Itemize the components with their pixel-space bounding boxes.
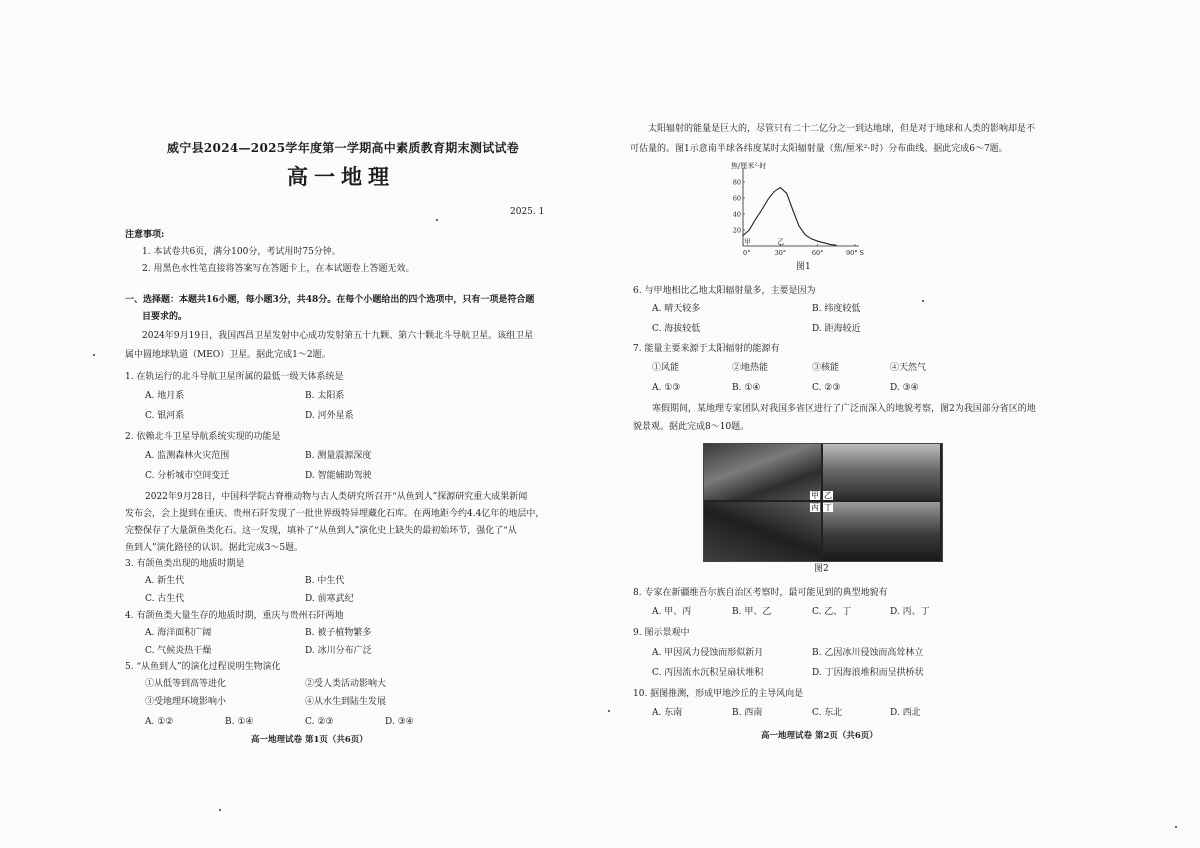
data-point bbox=[774, 191, 775, 192]
statement: ③核能 bbox=[812, 363, 840, 373]
passage-text: 鱼到人”演化路径的认识。据此完成3～5题。 bbox=[125, 543, 304, 553]
x-tick-label: 60° bbox=[811, 249, 824, 257]
passage-text: 2024年9月19日，我国西昌卫星发射中心成功发射第五十九颗、第六十颗北斗导航卫星。该组卫星 bbox=[142, 331, 534, 341]
question-stem: 8. 专家在新疆维吾尔族自治区考察时，最可能见到的典型地貌有 bbox=[633, 588, 888, 598]
option: D. ③④ bbox=[890, 383, 919, 393]
option: A. ①③ bbox=[652, 383, 681, 393]
option: D. ③④ bbox=[385, 717, 414, 727]
y-tick-label: 60 bbox=[732, 194, 741, 203]
option: C. 银河系 bbox=[145, 411, 185, 421]
photo-label-bing: 丙 bbox=[811, 503, 819, 512]
landform-photo-bing bbox=[704, 502, 821, 561]
question-stem: 7. 能量主要来源于太阳辐射的能源有 bbox=[633, 344, 780, 354]
y-tick-label: 80 bbox=[732, 178, 741, 187]
data-point bbox=[817, 241, 818, 242]
statement: ②地热能 bbox=[732, 363, 769, 373]
statement: ③受地理环境影响小 bbox=[145, 697, 227, 707]
exam-title: 威宁县2024—2025学年度第一学期高中素质教育期末测试试卷 bbox=[167, 141, 520, 155]
passage-text: 貌景观。据此完成8～10题。 bbox=[633, 422, 750, 432]
option: A. 东南 bbox=[652, 708, 683, 718]
statement: ①从低等到高等进化 bbox=[145, 679, 227, 689]
statement: ④天然气 bbox=[890, 363, 927, 373]
question-stem: 2. 依赖北斗卫星导航系统实现的功能是 bbox=[125, 432, 281, 442]
option: B. 中生代 bbox=[305, 576, 345, 586]
option: B. 测量震源深度 bbox=[305, 451, 372, 461]
page-footer: 高一地理试卷 第2页（共6页） bbox=[761, 731, 878, 741]
landform-photo-ding bbox=[823, 502, 940, 561]
option: C. 古生代 bbox=[145, 594, 185, 604]
option: A. ①② bbox=[145, 717, 174, 727]
y-axis-label: 焦/厘米²·时 bbox=[731, 162, 767, 170]
data-point bbox=[799, 226, 800, 227]
option: D. 距海较近 bbox=[812, 324, 861, 334]
scan-speck bbox=[608, 710, 610, 712]
x-tick-label: 90° S bbox=[845, 249, 865, 257]
figure-2-landforms bbox=[703, 443, 943, 562]
data-point bbox=[761, 210, 762, 211]
option: B. ①④ bbox=[732, 383, 761, 393]
exam-date: 2025. 1 bbox=[510, 207, 545, 217]
scan-speck bbox=[922, 300, 924, 302]
option: D. 西北 bbox=[890, 708, 921, 718]
option: B. ①④ bbox=[225, 717, 254, 727]
question-stem: 10. 据图推测，形成甲地沙丘的主导风向是 bbox=[633, 689, 804, 699]
scan-speck bbox=[93, 354, 95, 356]
question-stem: 4. 有颌鱼类大量生存的地质时期，重庆与贵州石阡两地 bbox=[125, 611, 344, 621]
point-label: 乙 bbox=[777, 238, 785, 246]
question-stem: 6. 与甲地相比乙地太阳辐射量多，主要是因为 bbox=[633, 286, 816, 296]
notice-heading: 注意事项: bbox=[125, 230, 165, 240]
figure-1-chart bbox=[731, 158, 901, 268]
question-stem: 5. “从鱼到人”的演化过程说明生物演化 bbox=[125, 662, 281, 672]
data-point bbox=[830, 244, 831, 245]
passage-text: 可估量的。图1示意南半球各纬度某时太阳辐射量（焦/厘米²·时）分布曲线。据此完成6～7题。 bbox=[630, 144, 1008, 154]
option: D. 前寒武纪 bbox=[305, 594, 354, 604]
data-point bbox=[792, 210, 793, 211]
passage-text: 太阳辐射的能量是巨大的，尽管只有二十二亿分之一到达地球，但是对于地球和人类的影响却是不 bbox=[648, 124, 1036, 134]
section-heading: 一、选择题：本题共16小题，每小题3分，共48分。在每个小题给出的四个选项中，只有一项是符合题 bbox=[125, 295, 535, 305]
option: C. 丙因流水沉积呈扇状堆积 bbox=[652, 668, 764, 678]
data-point bbox=[823, 242, 824, 243]
photo-label-jia: 甲 bbox=[811, 491, 819, 500]
y-tick-label: 20 bbox=[732, 226, 741, 235]
statement: ②受人类活动影响大 bbox=[305, 679, 387, 689]
option: C. 分析城市空间变迁 bbox=[145, 471, 230, 481]
option: D. 智能辅助驾驶 bbox=[305, 471, 372, 481]
option: B. 甲、乙 bbox=[732, 607, 772, 617]
section-heading: 目要求的。 bbox=[142, 312, 188, 322]
question-stem: 9. 图示景观中 bbox=[633, 628, 690, 638]
option: B. 西南 bbox=[732, 708, 763, 718]
passage-text: 2022年9月28日，中国科学院古脊椎动物与古人类研究所召开“从鱼到人”探源研究重大成果新闻 bbox=[145, 492, 528, 502]
notice-item: 2. 用黑色水性笔直接将答案写在答题卡上，在本试题卷上答题无效。 bbox=[142, 264, 415, 274]
option: C. 海拔较低 bbox=[652, 324, 701, 334]
data-point bbox=[743, 235, 744, 236]
radiation-curve bbox=[743, 188, 836, 246]
passage-text: 属中圆地球轨道（MEO）卫星。据此完成1～2题。 bbox=[125, 350, 331, 360]
data-point bbox=[836, 245, 837, 246]
axes bbox=[743, 168, 859, 246]
figure-caption: 图2 bbox=[814, 564, 829, 574]
option: B. 纬度较低 bbox=[812, 304, 861, 314]
option: C. 乙、丁 bbox=[812, 607, 852, 617]
option: D. 丁因海浪堆积而呈拱桥状 bbox=[812, 668, 924, 678]
option: C. ②③ bbox=[812, 383, 841, 393]
scan-speck bbox=[219, 809, 221, 811]
photo-label-yi: 乙 bbox=[824, 491, 832, 500]
scan-speck bbox=[1175, 826, 1177, 828]
option: B. 被子植物繁多 bbox=[305, 628, 372, 638]
option: A. 监测森林火灾范围 bbox=[145, 451, 230, 461]
landform-photo-jia bbox=[704, 444, 821, 500]
data-point bbox=[786, 193, 787, 194]
statement: ①风能 bbox=[652, 363, 680, 373]
photo-label-ding: 丁 bbox=[824, 503, 832, 512]
option: D. 河外星系 bbox=[305, 411, 354, 421]
subject-title: 高一地理 bbox=[287, 164, 395, 189]
figure-caption: 图1 bbox=[796, 262, 811, 272]
data-point bbox=[767, 199, 768, 200]
option: A. 甲、丙 bbox=[652, 607, 692, 617]
landform-photo-yi bbox=[823, 444, 940, 500]
point-label: 甲 bbox=[744, 238, 751, 246]
option: A. 新生代 bbox=[145, 576, 185, 586]
x-tick-label: 0° bbox=[743, 249, 751, 257]
data-point bbox=[811, 238, 812, 239]
passage-text: 发布会，会上提到在重庆、贵州石阡发现了一批世界级特异埋藏化石库。在两地距今约4.4亿年的地层中， bbox=[125, 509, 545, 519]
option: A. 地月系 bbox=[145, 391, 185, 401]
option: A. 晴天较多 bbox=[652, 304, 701, 314]
x-tick-label: 30° bbox=[774, 249, 787, 257]
option: A. 海洋面积广阔 bbox=[145, 628, 212, 638]
notice-item: 1. 本试卷共6页，满分100分，考试用时75分钟。 bbox=[142, 247, 341, 257]
exam-page-2 bbox=[600, 0, 1200, 848]
question-stem: 3. 有颌鱼类出现的地质时期是 bbox=[125, 559, 245, 569]
data-point bbox=[805, 234, 806, 235]
option: C. 东北 bbox=[812, 708, 843, 718]
question-stem: 1. 在轨运行的北斗导航卫星所属的最低一级天体系统是 bbox=[125, 372, 344, 382]
option: C. 气候炎热干燥 bbox=[145, 646, 212, 656]
option: B. 太阳系 bbox=[305, 391, 345, 401]
option: C. ②③ bbox=[305, 717, 334, 727]
statement: ④从水生到陆生发展 bbox=[305, 697, 387, 707]
data-point bbox=[749, 230, 750, 231]
data-point bbox=[780, 187, 781, 188]
option: A. 甲因风力侵蚀而形似新月 bbox=[652, 648, 764, 658]
y-tick-label: 40 bbox=[732, 210, 741, 219]
option: B. 乙因冰川侵蚀而高耸林立 bbox=[812, 648, 924, 658]
passage-text: 寒假期间，某地理专家团队对我国多省区进行了广泛而深入的地貌考察，图2为我国部分省区的地 bbox=[652, 404, 1036, 414]
passage-text: 完整保存了大量颌鱼类化石。这一发现，填补了“从鱼到人”演化史上缺失的最初始环节，强化了“从 bbox=[125, 526, 517, 536]
option: D. 丙、丁 bbox=[890, 607, 930, 617]
option: D. 冰川分布广泛 bbox=[305, 646, 372, 656]
scan-speck bbox=[436, 219, 438, 221]
data-point bbox=[755, 219, 756, 220]
page-footer: 高一地理试卷 第1页（共6页） bbox=[251, 735, 368, 745]
